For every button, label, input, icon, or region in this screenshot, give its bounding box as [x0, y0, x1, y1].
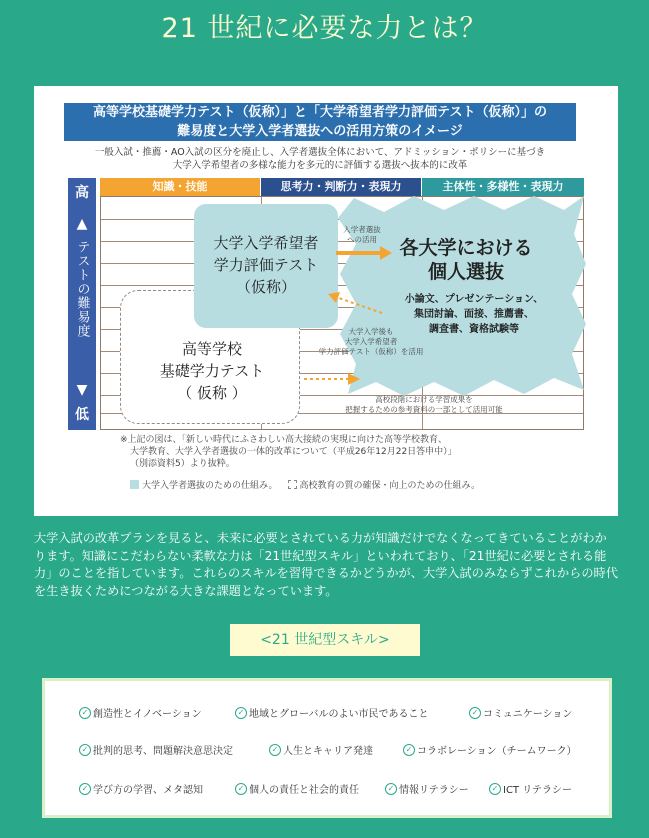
dashed-arrow-right-icon	[302, 372, 362, 386]
label-line: 学力評価テスト	[213, 256, 319, 274]
column-thinking: 思考力・判断力・表現力	[261, 178, 421, 196]
check-circle-icon: ✓	[489, 783, 501, 795]
page-title: 21 世紀に必要な力とは？	[161, 13, 488, 44]
note-line: 高校段階における学習成果を	[375, 395, 473, 404]
check-circle-icon: ✓	[269, 744, 281, 756]
figure-header-line: 難易度と大学入学者選抜への活用方策のイメージ	[177, 124, 463, 139]
dashed-arrow-left-icon	[326, 291, 386, 315]
arrow-up-icon: ▲	[76, 216, 88, 232]
high-school-test-label	[124, 338, 300, 404]
figure-description-line: 一般入試・推薦・AO入試の区分を廃止し、入学者選抜全体において、アドミッション・ポリシーに基づき	[94, 147, 546, 158]
axis-high-label: 高	[75, 185, 89, 201]
skill-item	[403, 742, 577, 757]
check-circle-icon: ✓	[235, 783, 247, 795]
skill-label: 地域とグローバルのよい市民であること	[249, 709, 429, 720]
legend-label: 大学入学者選抜のための仕組み。	[142, 481, 278, 491]
skill-label: 個人の責任と社会的責任	[249, 785, 359, 796]
check-circle-icon: ✓	[469, 707, 481, 719]
arrow-right-icon	[334, 246, 394, 260]
figure-description	[64, 146, 576, 172]
footnote-line: ※上記の図は、「新しい時代にふさわしい高大接続の実現に向けた高等学校教育、	[120, 435, 448, 445]
check-circle-icon: ✓	[235, 707, 247, 719]
note-line: 学力評価テスト（仮称）を活用	[318, 347, 424, 356]
figure-legend	[130, 478, 480, 491]
note-after-admission	[306, 327, 436, 357]
figure-footnote	[120, 434, 590, 470]
figure-description-line: 大学入学希望者の多様な能力を多元的に評価する選抜へ抜本的に改革	[172, 160, 468, 171]
note-high-school-use	[334, 395, 514, 415]
column-independence: 主体性・多様性・表現力	[422, 178, 584, 196]
check-circle-icon: ✓	[79, 744, 91, 756]
column-knowledge: 知識・技能	[100, 178, 260, 196]
check-circle-icon: ✓	[79, 783, 91, 795]
skill-label: コミュニケーション	[483, 709, 573, 720]
label-line: 小論文、プレゼンテーション、	[404, 294, 544, 305]
label-line: 大学入学希望者	[213, 234, 319, 252]
legend-swatch-dashed	[288, 480, 297, 489]
skill-item	[489, 781, 572, 796]
difficulty-axis	[68, 178, 96, 430]
label-line: （ 仮称 ）	[177, 384, 247, 402]
skill-item	[469, 705, 572, 720]
skill-label: 批判的思考、問題解決意思決定	[93, 746, 233, 757]
university-applicant-test-label	[194, 232, 338, 298]
individual-selection-title	[386, 236, 546, 284]
skills-panel	[42, 678, 612, 818]
check-circle-icon: ✓	[385, 783, 397, 795]
skill-item	[79, 742, 233, 757]
axis-low-label: 低	[75, 407, 89, 423]
skill-label: 創造性とイノベーション	[93, 709, 202, 720]
skill-item	[235, 781, 359, 796]
axis-label: テストの難易度	[74, 240, 90, 338]
note-exam-use	[334, 225, 390, 245]
skill-label: ICT リテラシー	[503, 785, 573, 796]
legend-swatch-blue	[130, 480, 139, 489]
note-line: 大学入学後も	[348, 327, 394, 336]
arrow-down-icon: ▼	[76, 382, 88, 398]
note-line: 入学者選抜	[343, 225, 381, 234]
skill-item	[79, 705, 202, 720]
figure-card	[34, 86, 618, 516]
label-line: 高等学校	[181, 340, 242, 358]
skills-heading: <21 世紀型スキル>	[230, 624, 420, 656]
skill-item	[79, 781, 203, 796]
skill-label: 情報リテラシー	[399, 785, 469, 796]
skill-label: 人生とキャリア発達	[283, 746, 373, 757]
skill-label: 学び方の学習、メタ認知	[93, 785, 203, 796]
figure-header	[64, 103, 576, 141]
label-line: 集団討論、面接、推薦書、	[414, 309, 534, 320]
note-line: 大学入学希望者	[344, 337, 398, 346]
check-circle-icon: ✓	[79, 707, 91, 719]
legend-label: 高校教育の質の確保・向上のための仕組み。	[299, 481, 481, 491]
label-line: 調査書、資格試験等	[429, 324, 519, 335]
skill-item	[235, 705, 429, 720]
skill-label: コラボレーション（チームワーク）	[417, 746, 577, 757]
label-line: 基礎学力テスト	[159, 362, 265, 380]
footnote-line: 大学教育、大学入学者選抜の一体的改革について（平成26年12月22日答申中）」	[130, 447, 457, 457]
skill-item	[269, 742, 373, 757]
label-line: 各大学における	[399, 237, 533, 259]
check-circle-icon: ✓	[403, 744, 415, 756]
body-paragraph: 大学入試の改革プランを見ると、未来に必要とされている力が知識だけでなくなってきていることがわかります。知識にこだわらない柔軟な力は「21世紀型スキル」といわれており、「21世紀に必要とされる能力」のことを指しています。これらのスキルを習得できるかどうかが、大学入試のみならずこれからの時代を生き抜くためにつながる大きな課題となっています。	[34, 531, 618, 598]
note-line: への活用	[347, 235, 377, 244]
label-line: 個人選抜	[427, 261, 504, 283]
note-line: 把握するための参考資料の一部として活用可能	[345, 405, 503, 414]
label-line: （仮称）	[235, 278, 296, 296]
footnote-line: （別添資料5）より抜粋。	[130, 459, 235, 469]
figure-header-line: 高等学校基礎学力テスト（仮称）」と「大学希望者学力評価テスト（仮称）」の	[93, 105, 547, 120]
skill-item	[385, 781, 469, 796]
